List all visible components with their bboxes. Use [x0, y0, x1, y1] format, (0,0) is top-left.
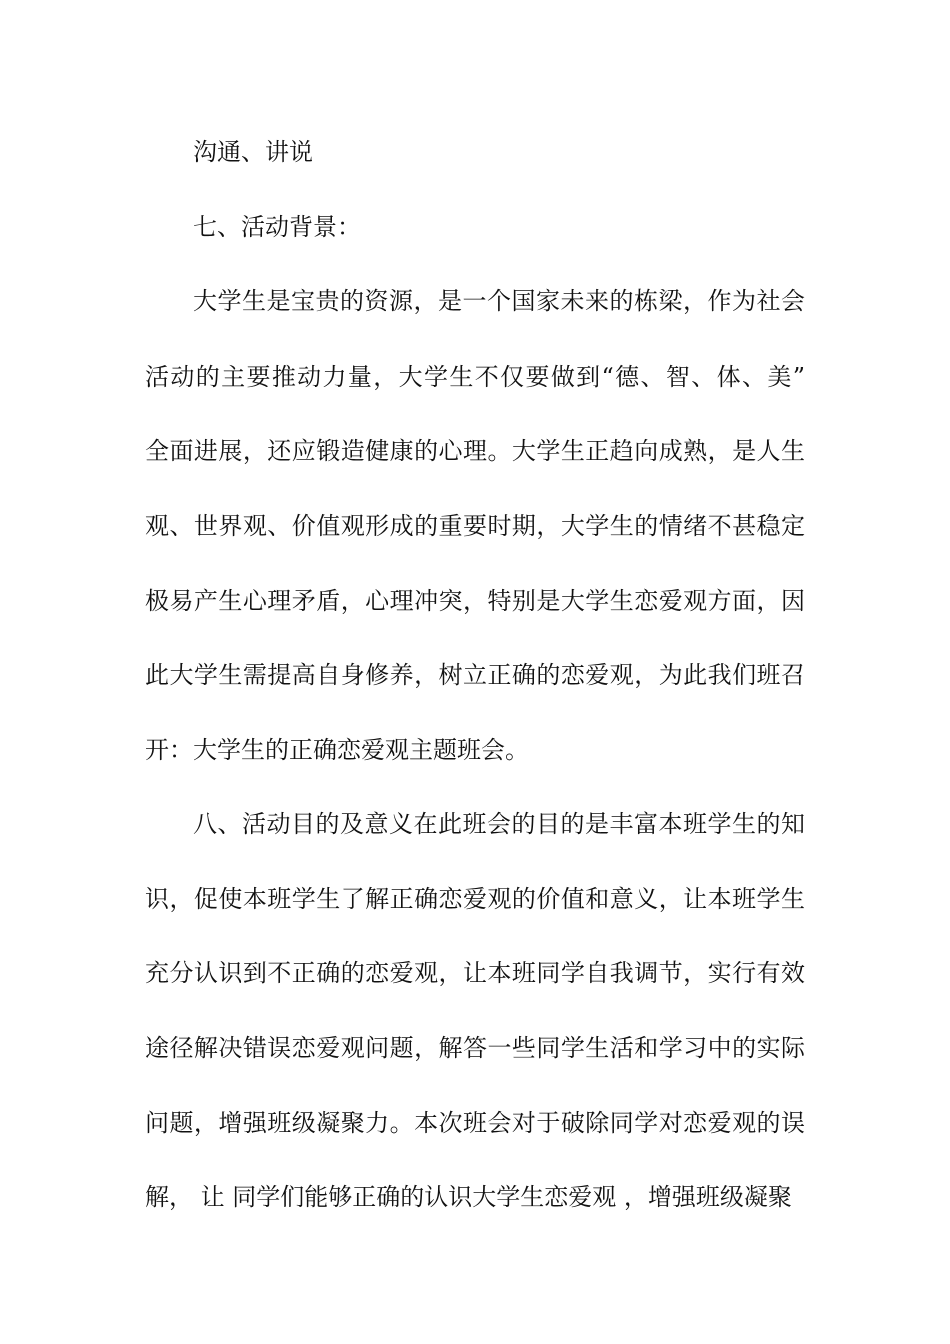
paragraph-line: 途径解决错误恋爱观问题，解答一些同学生活和学习中的实际	[145, 1034, 805, 1062]
section-heading: 七、活动背景：	[193, 213, 361, 241]
paragraph-line: 全面进展，还应锻造健康的心理。大学生正趋向成熟，是人生	[145, 437, 805, 465]
paragraph-line: 活动的主要推动力量，大学生不仅要做到“德、智、体、美”	[145, 363, 805, 391]
paragraph-line: 大学生是宝贵的资源，是一个国家未来的栋梁，作为社会	[193, 287, 805, 315]
paragraph-line: 问题，增强班级凝聚力。本次班会对于破除同学对恋爱观的误	[145, 1109, 805, 1137]
paragraph-line: 观、世界观、价值观形成的重要时期，大学生的情绪不甚稳定	[145, 512, 805, 540]
text-line: 沟通、讲说	[193, 138, 313, 166]
paragraph-line: 此大学生需提高自身修养，树立正确的恋爱观，为此我们班召	[145, 661, 805, 689]
section-heading: 八、活动目的及意义在此班会的目的是丰富本班学生的知	[193, 810, 805, 838]
paragraph-line: 开：大学生的正确恋爱观主题班会。	[145, 736, 529, 764]
paragraph-line: 识，促使本班学生了解正确恋爱观的价值和意义，让本班学生	[145, 885, 805, 913]
paragraph-line: 极易产生心理矛盾，心理冲突，特别是大学生恋爱观方面，因	[145, 587, 805, 615]
paragraph-line: 解， 让 同学们能够正确的认识大学生恋爱观 ，增强班级凝聚	[145, 1183, 792, 1211]
paragraph-line: 充分认识到不正确的恋爱观，让本班同学自我调节，实行有效	[145, 959, 805, 987]
